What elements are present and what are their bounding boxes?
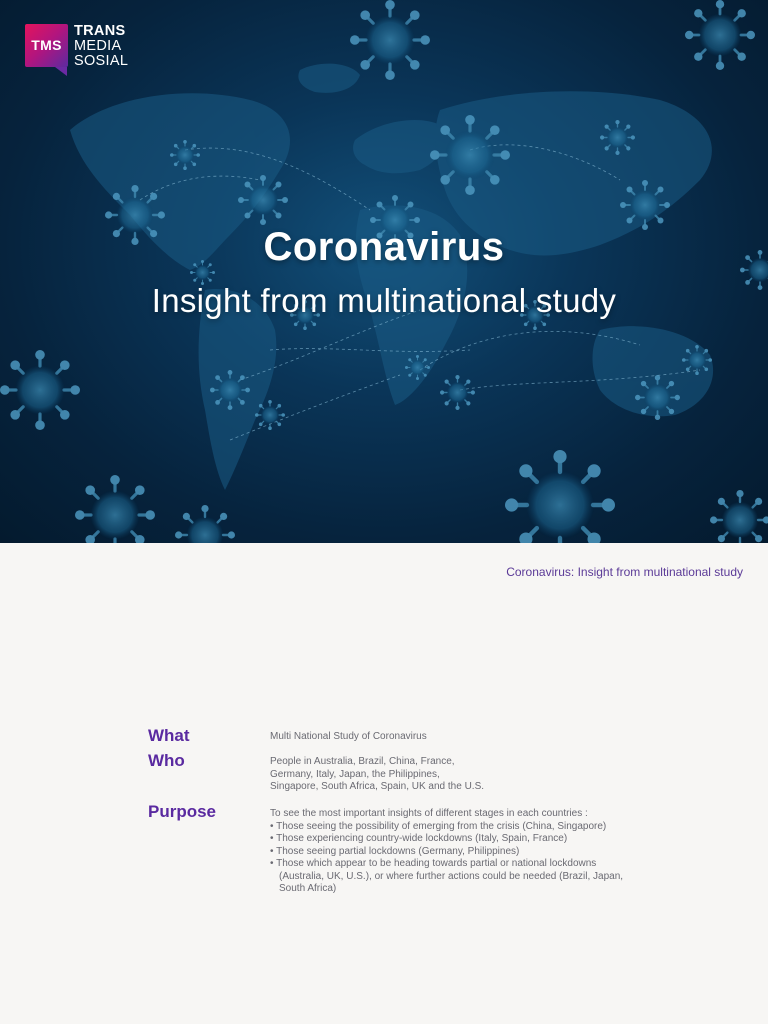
hero-subtitle: Insight from multinational study (151, 282, 617, 319)
logo-line-trans: TRANS (74, 23, 126, 39)
purpose-bullet: • Those which appear to be heading towards partial or national lockdowns (Australia, UK, U.S.), or where further actions could be needed (Brazil, Japan, South Africa) (270, 858, 624, 894)
who-line: Singapore, South Africa, Spain, UK and the U.S. (270, 781, 485, 792)
logo-line-media: MEDIA (74, 38, 122, 54)
what-text: Multi National Study of Coronavirus (270, 731, 427, 742)
what-content (270, 731, 650, 744)
purpose-bullet: • Those experiencing country-wide lockdowns (Italy, Spain, France) (270, 833, 568, 844)
tms-logo-mark (25, 24, 68, 67)
who-line: People in Australia, Brazil, China, France, (270, 756, 455, 767)
purpose-intro: To see the most important insights of different stages in each countries : (270, 808, 588, 819)
logo-wordmark (74, 24, 128, 69)
document-header: Coronavirus: Insight from multinational study (506, 565, 743, 579)
hero-title: Coronavirus (263, 225, 505, 269)
who-content (270, 756, 650, 794)
who-line: Germany, Italy, Japan, the Philippines, (270, 768, 440, 780)
logo-mark-text: TMS (31, 37, 62, 53)
tms-logo (25, 24, 145, 76)
what-label: What (148, 726, 190, 745)
purpose-label: Purpose (148, 802, 217, 821)
purpose-bullet: • Those seeing the possibility of emerging from the crisis (China, Singapore) (270, 820, 607, 832)
who-label: Who (148, 751, 185, 770)
purpose-content (270, 808, 645, 896)
purpose-bullet: • Those seeing partial lockdowns (Germany, Philippines) (270, 845, 520, 857)
logo-line-sosial: SOSIAL (74, 53, 129, 69)
